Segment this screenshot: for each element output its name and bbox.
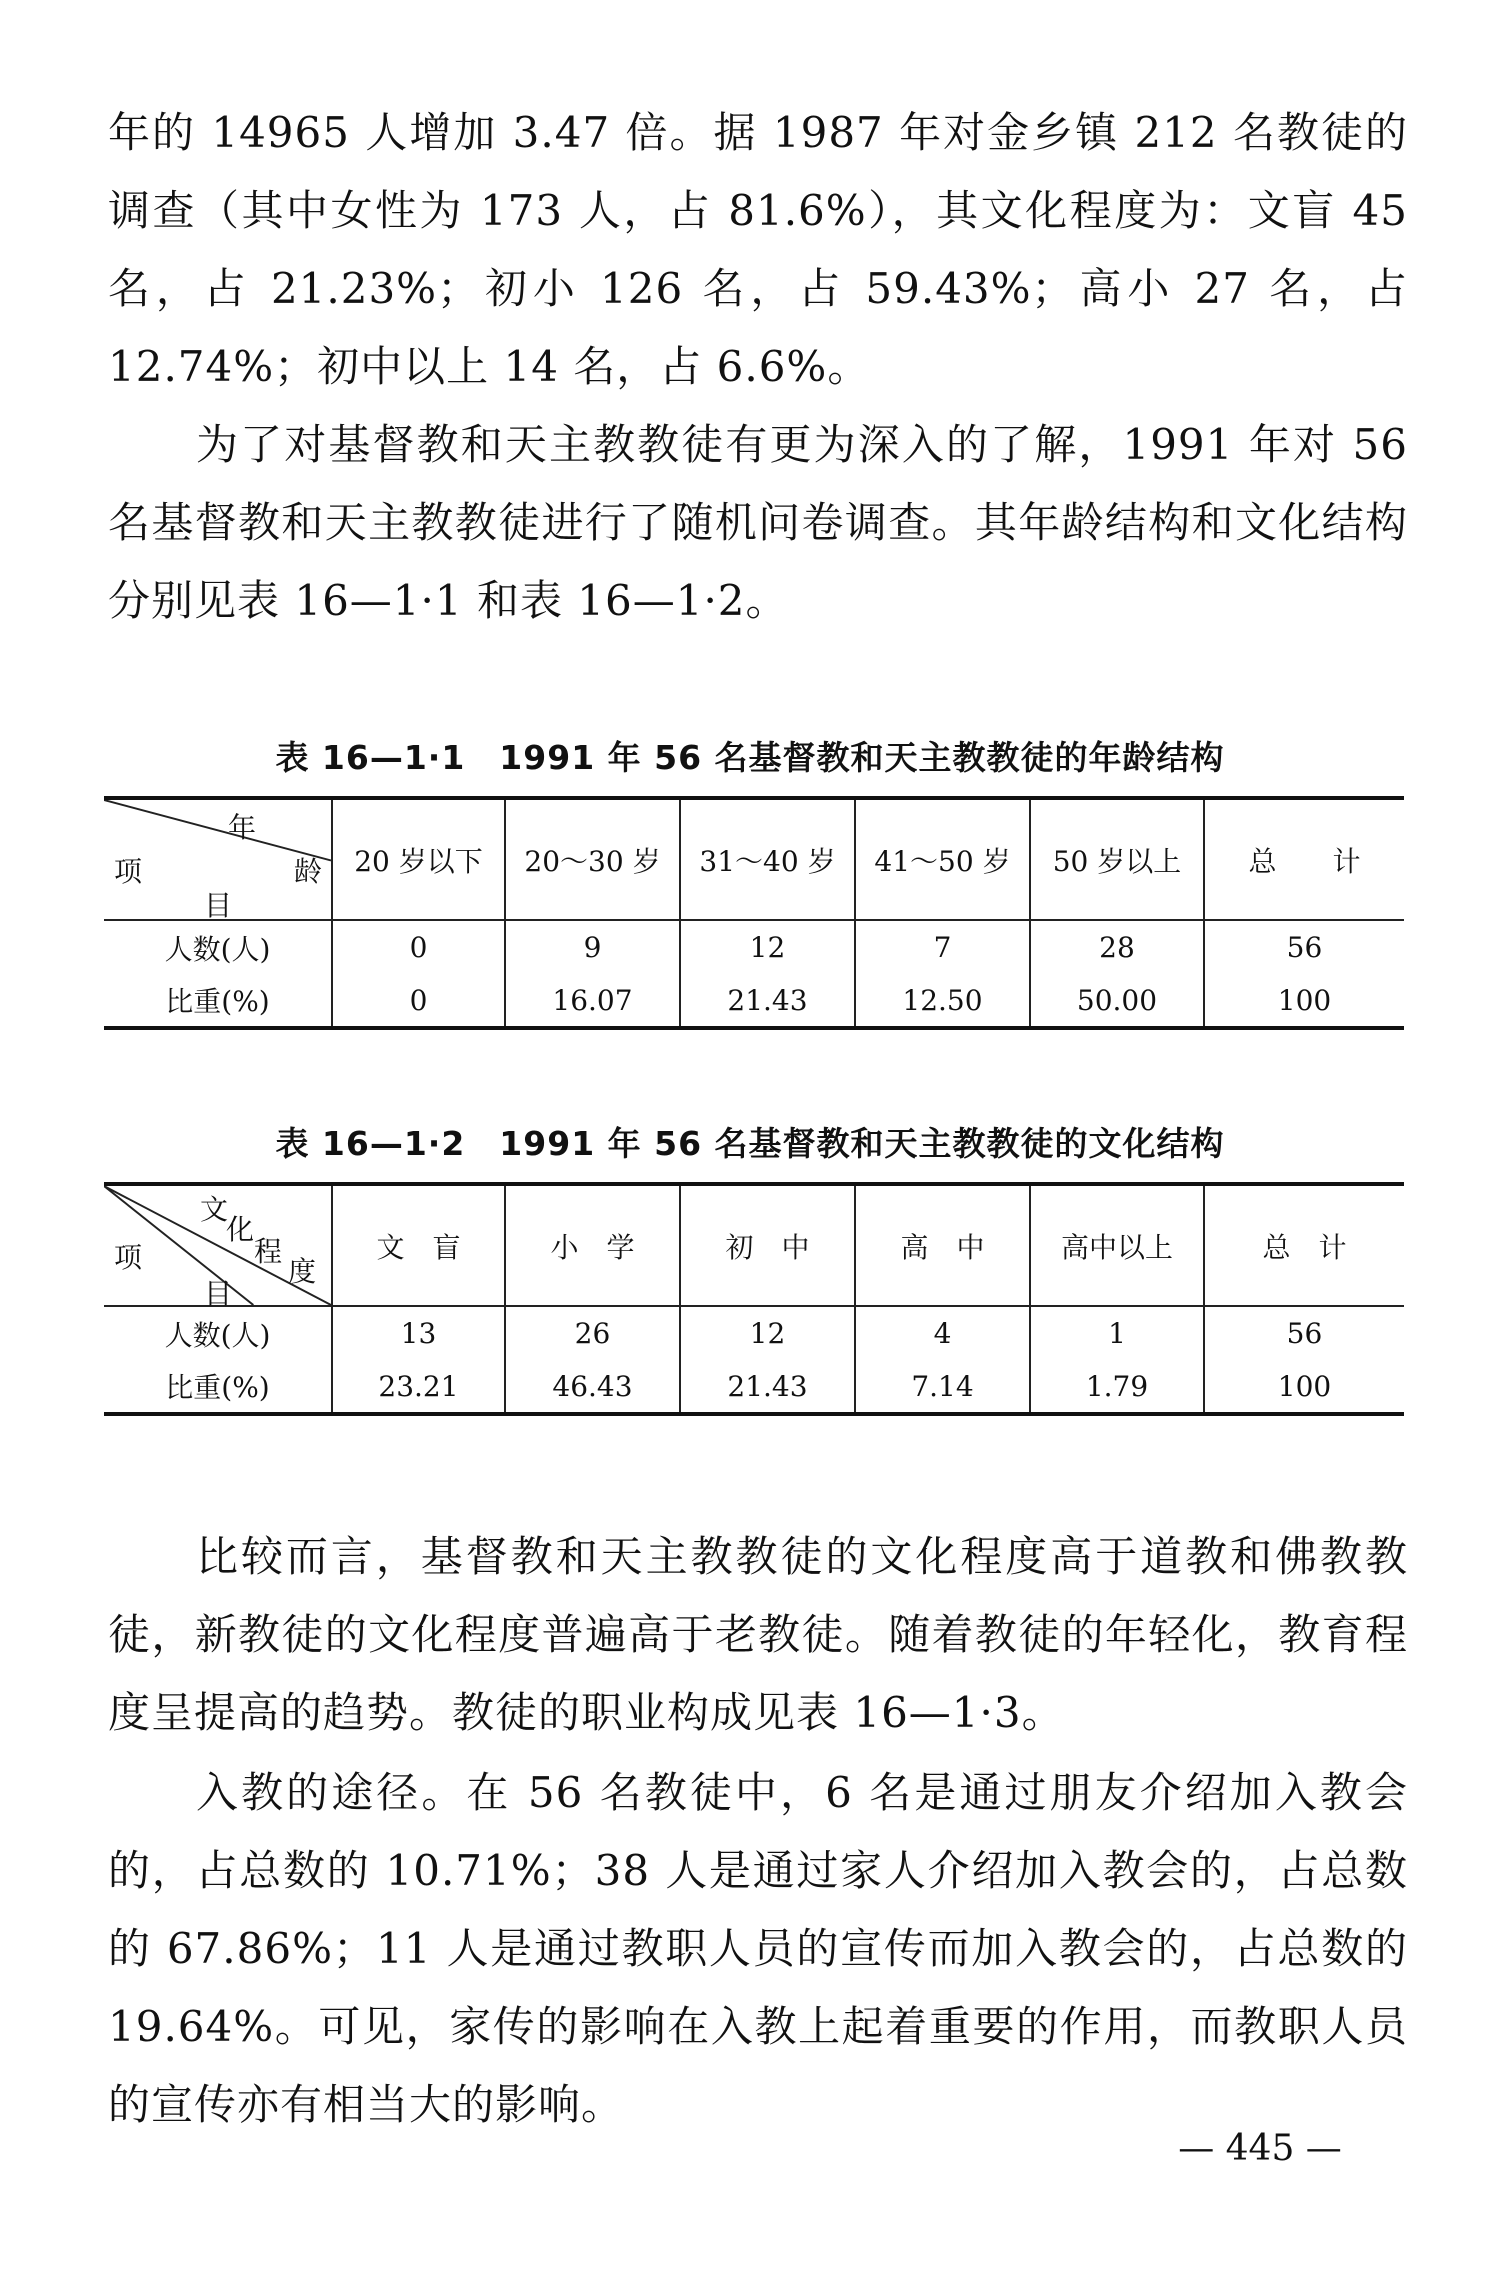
table-1-caption: 表 16—1·1 1991 年 56 名基督教和天主教教徒的年龄结构: [275, 738, 1225, 777]
table-1-corner-cell: [104, 798, 332, 920]
table-cell: 100: [1204, 1360, 1404, 1414]
table-cell: 0: [332, 920, 505, 974]
table-1-col-header: 20 岁以下: [332, 798, 505, 920]
table-row: [104, 920, 1404, 974]
table-2-education-structure: [104, 1182, 1404, 1416]
row-label: 人数(人): [164, 932, 271, 966]
table-1-corner-right: 龄: [294, 855, 323, 888]
table-cell: 7.14: [855, 1360, 1030, 1414]
table-cell: 12: [680, 920, 855, 974]
table-2-col-header: 初 中: [680, 1184, 855, 1306]
table-2-corner-left: 项: [114, 1241, 143, 1274]
table-cell: 13: [332, 1306, 505, 1360]
table-2-corner-c3: 程: [254, 1235, 283, 1268]
table-cell: 16.07: [505, 974, 680, 1028]
table-2-col-header: 高中以上: [1030, 1184, 1204, 1306]
table-1-col-header: 50 岁以上: [1030, 798, 1204, 920]
table-2-header-row: [104, 1184, 1404, 1306]
table-2-col-header: 高 中: [855, 1184, 1030, 1306]
table-2-corner-c4: 度: [288, 1255, 317, 1288]
table-cell: 28: [1030, 920, 1204, 974]
table-cell: 46.43: [505, 1360, 680, 1414]
table-cell: 56: [1204, 1306, 1404, 1360]
table-cell: 56: [1204, 920, 1404, 974]
table-cell: 26: [505, 1306, 680, 1360]
table-cell: 4: [855, 1306, 1030, 1360]
table-2-caption: 表 16—1·2 1991 年 56 名基督教和天主教教徒的文化结构: [275, 1124, 1225, 1163]
table-1-corner-top: 年: [228, 811, 257, 844]
table-2-col-header: 文 盲: [332, 1184, 505, 1306]
table-cell: 7: [855, 920, 1030, 974]
page-number: — 445 —: [1178, 2128, 1342, 2169]
table-cell: 9: [505, 920, 680, 974]
paragraph-2: 为了对基督教和天主教教徒有更为深入的了解，1991 年对 56 名基督教和天主教教徒进行了随机问卷调查。其年龄结构和文化结构分别见表 16—1·1 和表 16—1·2。: [108, 420, 1408, 625]
row-label: 人数(人): [164, 1318, 271, 1352]
row-label: 比重(%): [165, 985, 270, 1018]
table-cell: 50.00: [1030, 974, 1204, 1028]
table-1-col-header: 31～40 岁: [680, 798, 855, 920]
table-1-age-structure: [104, 796, 1404, 1030]
table-row: [104, 1306, 1404, 1360]
table-1-corner-bottom: 目: [204, 889, 233, 922]
table-cell: 23.21: [332, 1360, 505, 1414]
table-2-col-header: 总 计: [1204, 1184, 1404, 1306]
table-2-col-header: 小 学: [505, 1184, 680, 1306]
table-cell: 100: [1204, 974, 1404, 1028]
table-2-corner-c2: 化: [226, 1213, 255, 1246]
table-cell: 12.50: [855, 974, 1030, 1028]
table-cell: 12: [680, 1306, 855, 1360]
table-1-col-header: 20～30 岁: [505, 798, 680, 920]
table-cell: 1.79: [1030, 1360, 1204, 1414]
table-2-corner-c1: 文: [200, 1193, 229, 1226]
table-cell: 21.43: [680, 974, 855, 1028]
table-cell: 1: [1030, 1306, 1204, 1360]
table-2-corner-bottom: 目: [204, 1277, 233, 1310]
table-row: [104, 974, 1404, 1028]
table-cell: 0: [332, 974, 505, 1028]
table-2-corner-cell: [104, 1184, 332, 1310]
paragraph-4: 入教的途径。在 56 名教徒中，6 名是通过朋友介绍加入教会的，占总数的 10.71%；38 人是通过家人介绍加入教会的，占总数的 67.86%；11 人是通过教职人员的宣传而加入教会的，占总数的 19.64%。可见，家传的影响在入教上起着重要的作用，而教职人员的宣传亦有相当大的影响。: [108, 1768, 1408, 2129]
row-label: 比重(%): [165, 1371, 270, 1404]
paragraph-3: 比较而言，基督教和天主教教徒的文化程度高于道教和佛教教徒，新教徒的文化程度普遍高于老教徒。随着教徒的年轻化，教育程度呈提高的趋势。教徒的职业构成见表 16—1·3。: [108, 1532, 1408, 1737]
paragraph-1: 年的 14965 人增加 3.47 倍。据 1987 年对金乡镇 212 名教徒的调查（其中女性为 173 人，占 81.6%），其文化程度为：文盲 45 名，占 21.23%；初小 126 名，占 59.43%；高小 27 名，占 12.74%；初中以上 14 名，占 6.6%。: [108, 108, 1408, 391]
table-1-col-header: 41～50 岁: [855, 798, 1030, 920]
table-1-col-header: 总 计: [1204, 798, 1404, 920]
table-cell: 21.43: [680, 1360, 855, 1414]
table-row: [104, 1360, 1404, 1414]
table-1-corner-left: 项: [114, 855, 143, 888]
table-1-header-row: [104, 798, 1404, 920]
